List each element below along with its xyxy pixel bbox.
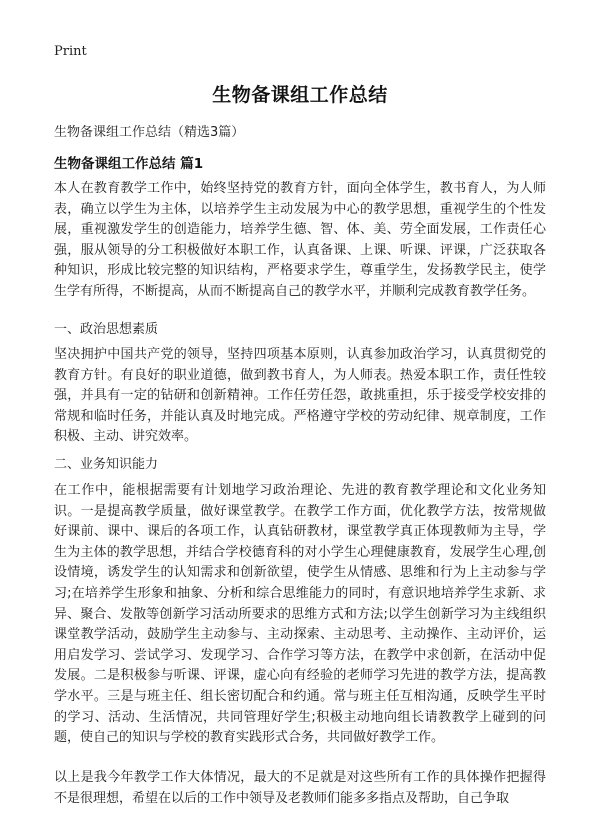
closing-paragraph: 以上是我今年教学工作大体情况，最大的不足就是对这些所有工作的具体操作把握得不是很理想，希望在以后的工作中领导及老教师们能多多指点及帮助，自己争取 — [54, 770, 546, 806]
article-heading: 生物备课组工作总结 篇1 — [54, 156, 204, 172]
political-paragraph: 坚决拥护中国共产党的领导，坚持四项基本原则，认真参加政治学习，认真贯彻党的教育方针。有良好的职业道德，做到教书育人，为人师表。热爱本职工作，责任性较强，并具有一定的钻研和创新精神。工作任劳任怨，敢挑重担，乐于接受学校安排的常规和临时任务，并能认真及时地完成。严格遵守学校的劳动纪律、规章制度，工作积极、主动、讲究效率。 — [54, 347, 546, 445]
document-title: 生物备课组工作总结 — [212, 84, 388, 106]
print-label: Print — [54, 44, 87, 59]
section-heading-political: 一、政治思想素质 — [54, 322, 159, 337]
document-subtitle: 生物备课组工作总结（精选3篇） — [54, 125, 245, 140]
professional-paragraph: 在工作中，能根据需要有计划地学习政治理论、先进的教育教学理论和文化业务知识。一是提高教学质量，做好课堂教学。在教学工作方面，优化教学方法，按常规做好课前、课中、课后的各项工作，认真钻研教材，课堂教学真正体现教师为主导，学生为主体的教学思想，并结合学校德育科的对小学生心理健康教育，发展学生心理,创设情境，诱发学生的认知需求和创新欲望，使学生从情感、思维和行为上主动参与学习;在培养学生形象和抽象、分析和综合思维能力的同时，有意识地培养学生求新、求异、聚合、发散等创新学习活动所要求的思维方式和方法;以学生创新学习为主线组织课堂教学活动，鼓励学生主动参与、主动探索、主动思考、主动操作、主动评价，运用启发学习、尝试学习、发现学习、合作学习等方法，在教学中求创新，在活动中促发展。二是积极参与听课、评课，虚心向有经验的老师学习先进的教学方法，提高教学水平。三是与班主任、组长密切配合和约通。常与班主任互相沟通，反映学生平时的学习、活动、生活情况，共同管理好学生;积极主动地向组长请教教学上碰到的问题，使自己的知识与学校的教育实践形式合务，共同做好教学工作。 — [54, 483, 546, 746]
intro-paragraph: 本人在教育教学工作中，始终坚持党的教育方针，面向全体学生，教书育人，为人师表，确立以学生为主体，以培养学生主动发展为中心的教学思想，重视学生的个性发展，重视激发学生的创造能力，培养学生德、智、体、美、劳全面发展，工作责任心强，服从领导的分工积极做好本职工作，认真备课、上课、听课、评课，广泛获取各种知识，形成比较完整的知识结构，严格要求学生，尊重学生，发扬教学民主，使学生学有所得，不断提高，从而不断提高自己的教学水平，并顺利完成教育教学任务。 — [54, 181, 546, 299]
section-heading-professional: 二、业务知识能力 — [54, 457, 159, 472]
